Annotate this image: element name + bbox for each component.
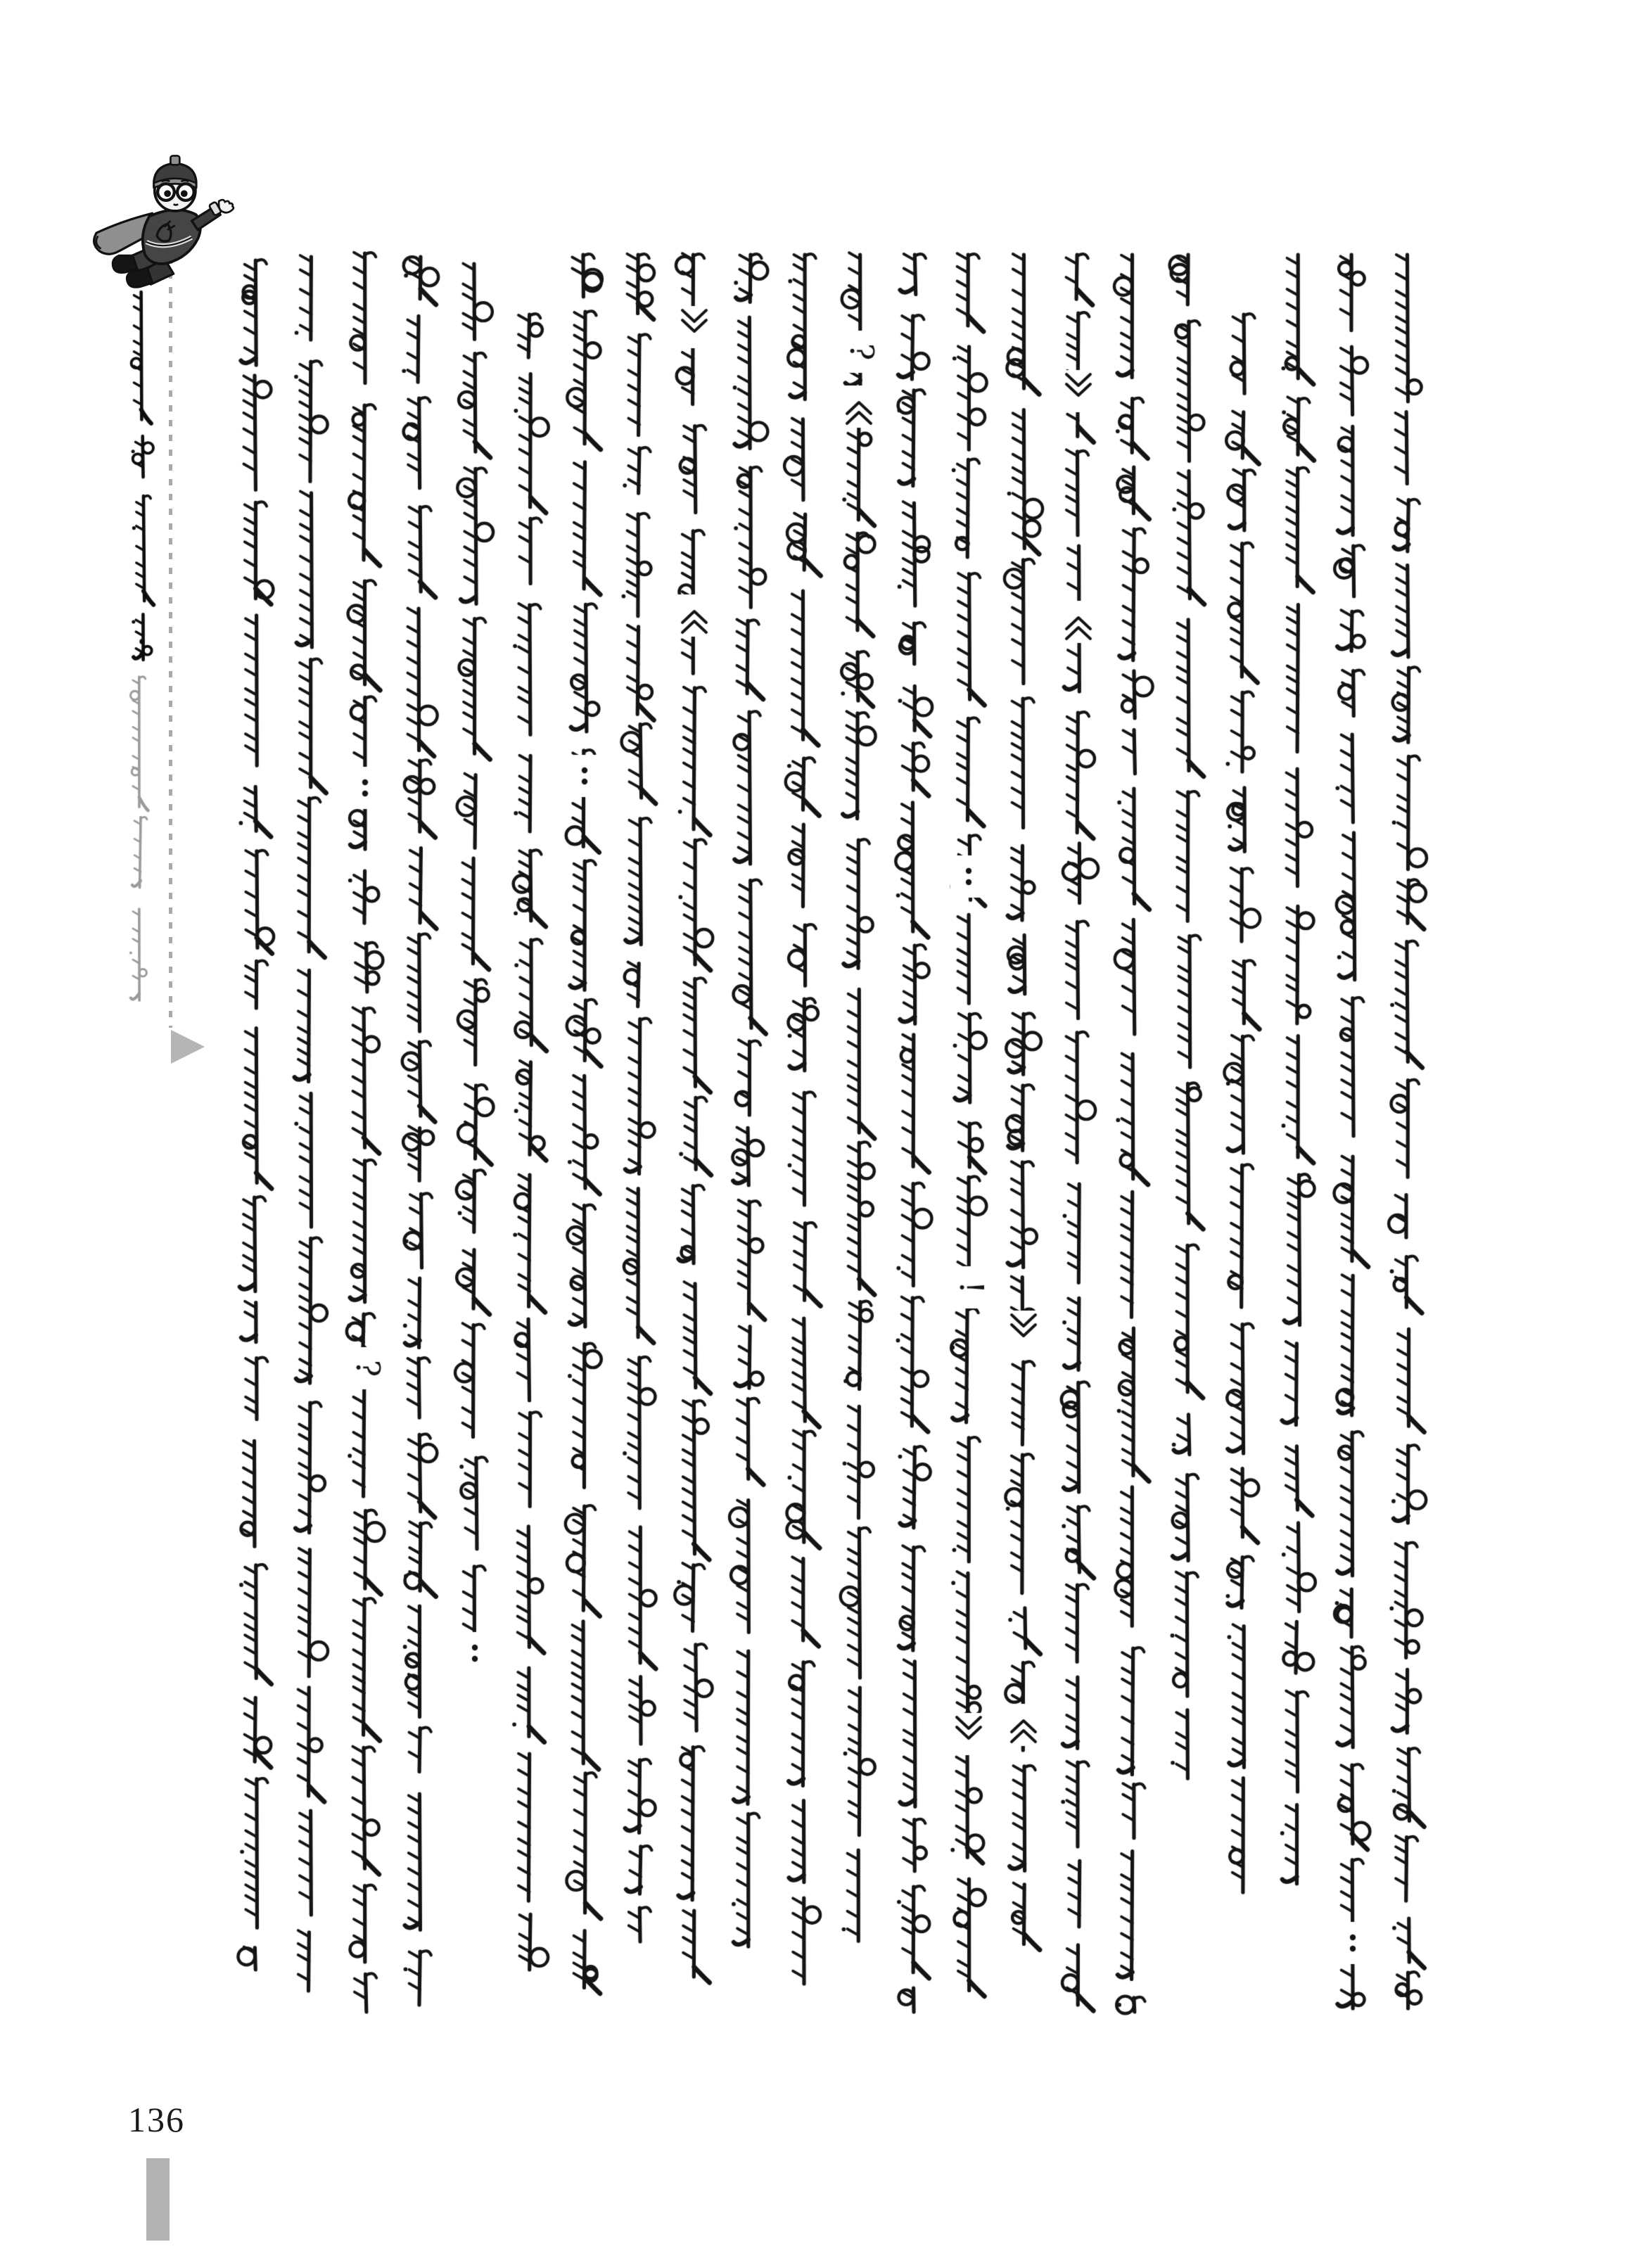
mascot-cap-button (170, 155, 179, 165)
dashed-divider-line (169, 257, 172, 1028)
arrow-right-icon (171, 1030, 205, 1064)
mascot-hand (219, 200, 234, 212)
page-number: 136 (128, 2100, 185, 2139)
mascot-front-boot (127, 269, 152, 287)
mascot-flying-boy-illustration (86, 148, 237, 306)
mascot-left-eye (164, 190, 171, 197)
mascot-right-eye (181, 190, 188, 197)
footer-gray-bar (146, 2158, 170, 2241)
mascot-mouth (174, 204, 178, 205)
